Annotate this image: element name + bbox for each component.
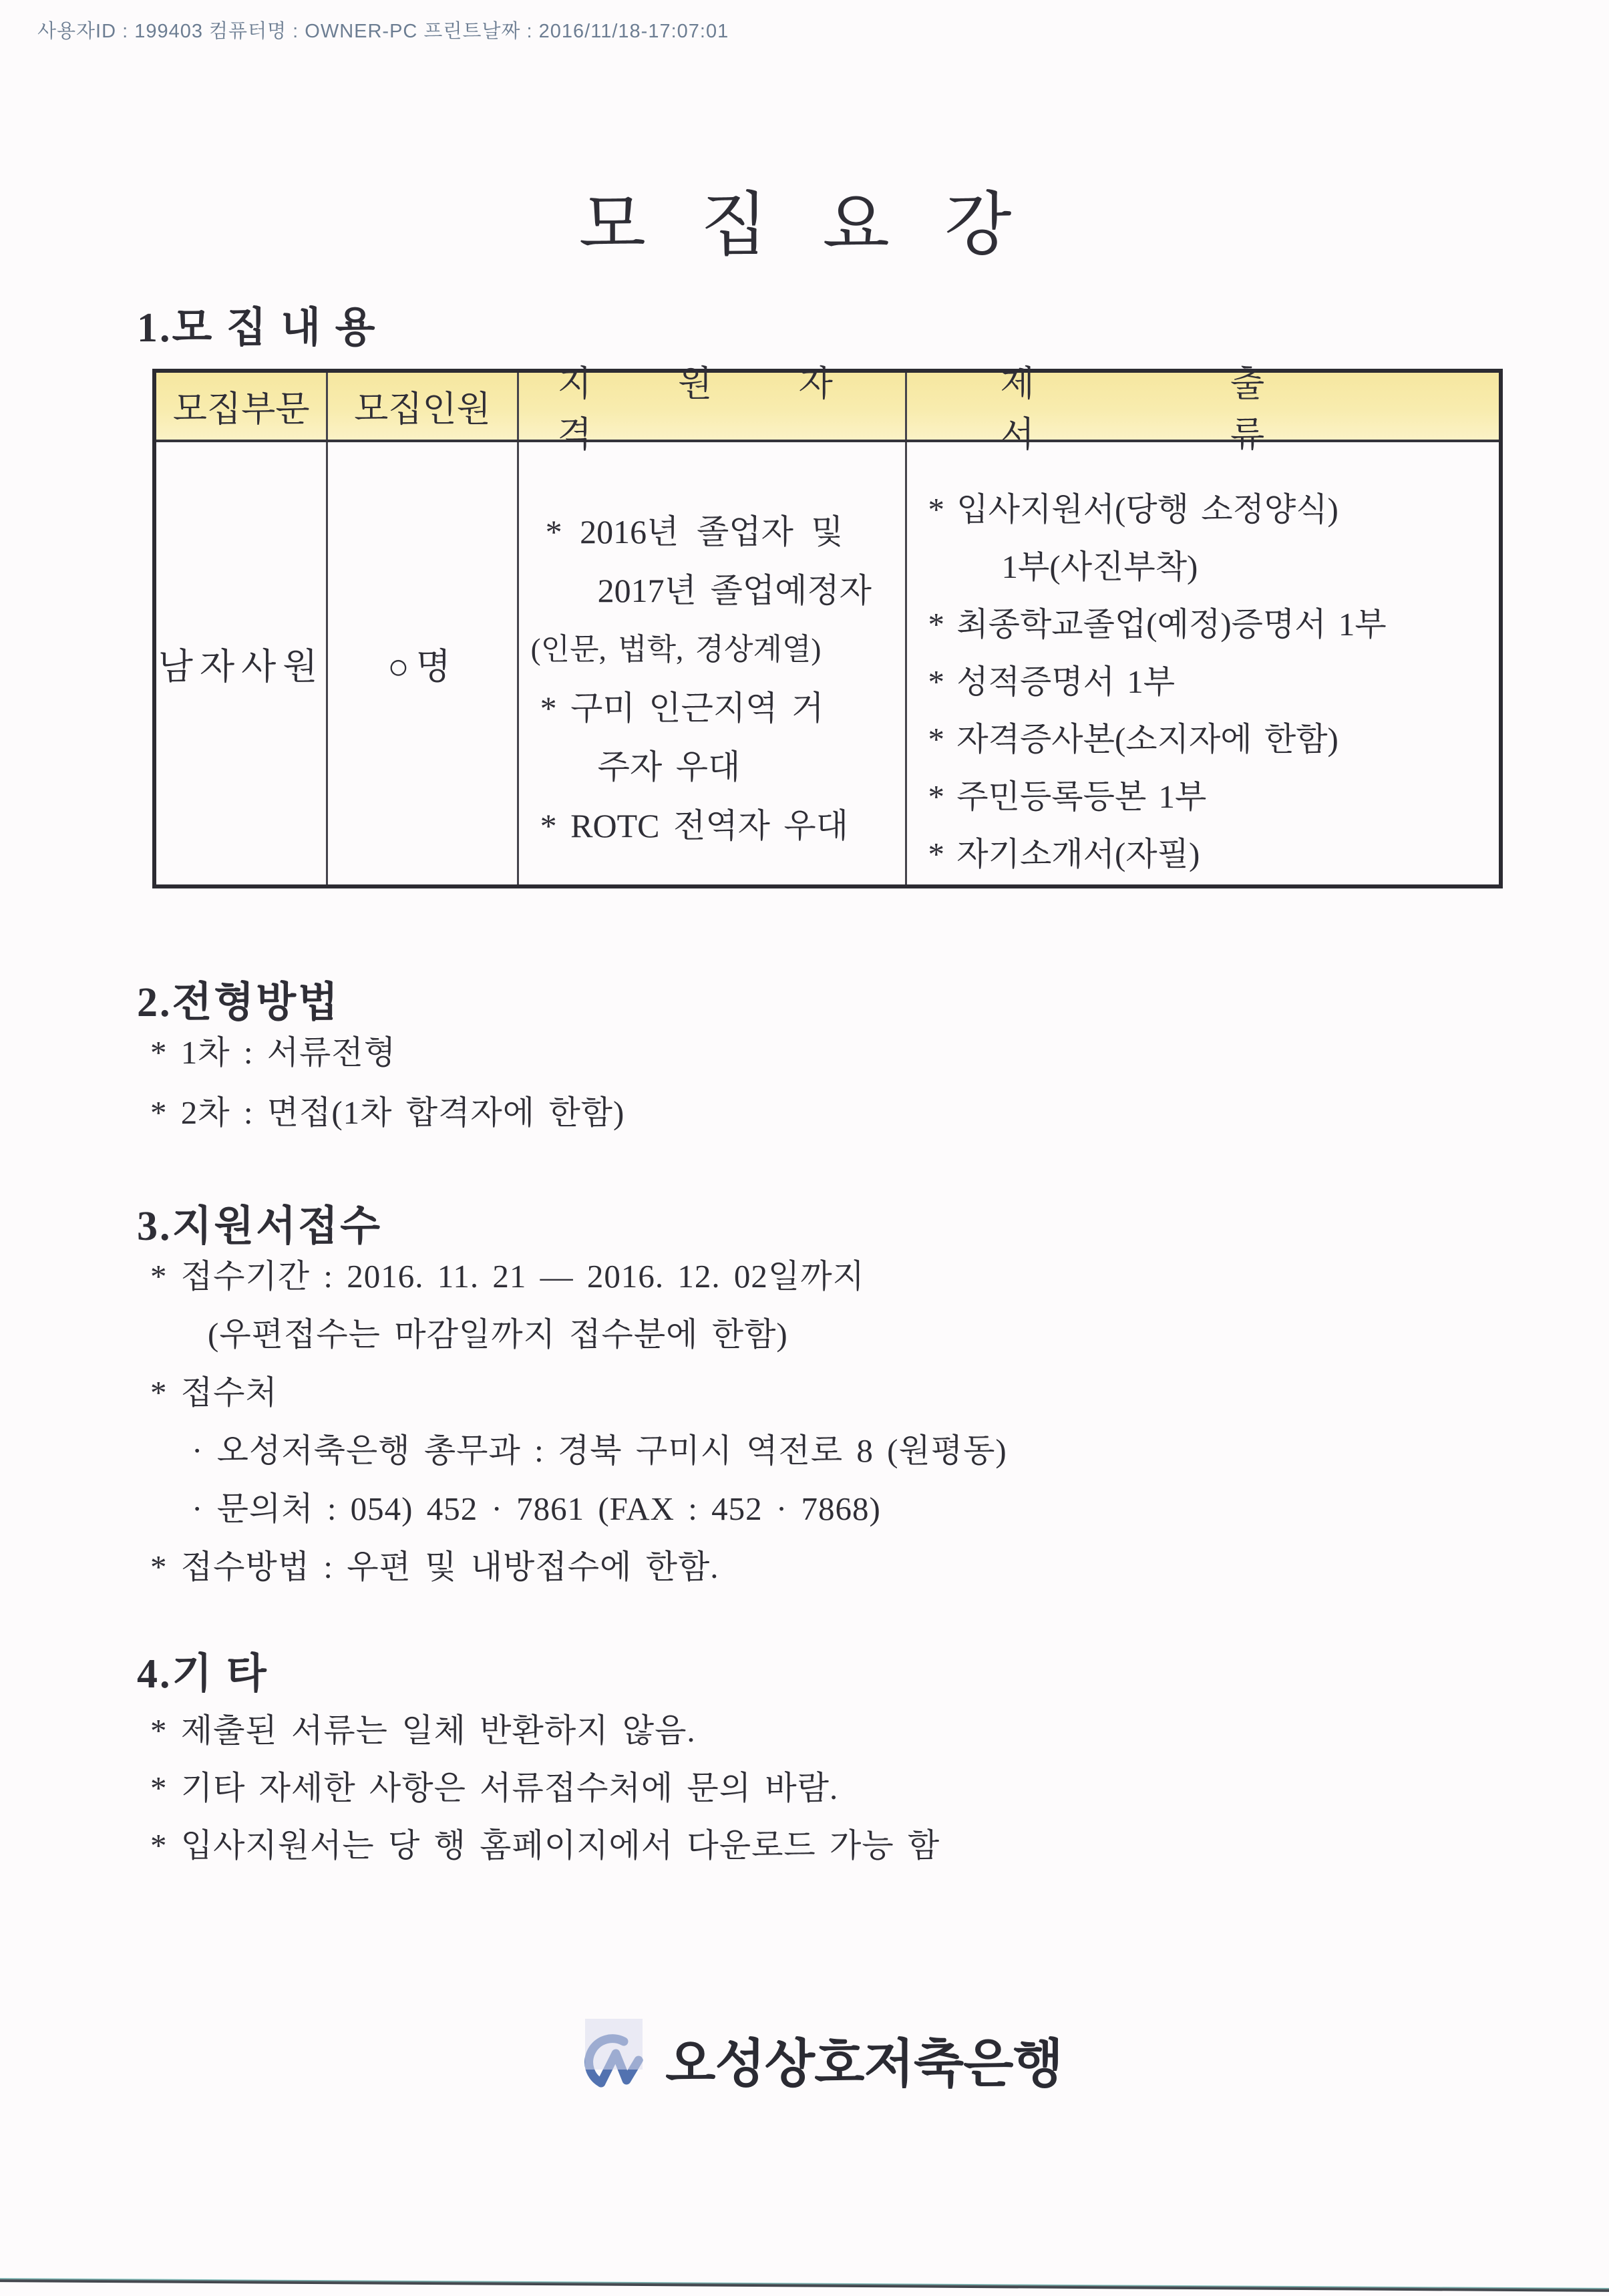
list-item: * 접수처 [150,1374,278,1411]
qualification-line: (인문, 법학, 경상계열) [530,633,822,666]
table-row [156,442,1499,884]
list-item: · 문의처 : 054) 452 · 7861 (FAX : 452 · 7868) [192,1490,881,1527]
qualification-line: 2017년 졸업예정자 [597,572,872,609]
section-heading-etc: 4.기 타 [137,1651,269,1697]
bank-name: 오성상호저축은행 [665,2034,1063,2093]
scan-artifact [585,2019,643,2070]
qualification-line: * ROTC 전역자 우대 [540,807,849,844]
document-line: * 자기소개서(자필) [928,836,1200,872]
list-item: * 1차 : 서류전형 [150,1034,397,1071]
etc-list [150,1702,940,1874]
qualification-line: * 2016년 졸업자 및 [545,513,844,550]
cell-qualifications [519,442,907,884]
document-line: 1부(사진부착) [1001,548,1198,585]
column-header-category: 모집부문 [156,373,328,440]
document-line: * 자격증사본(소지자에 한함) [928,721,1338,758]
document-line: * 입사지원서(당행 소정양식) [928,491,1338,528]
document-line: * 성적증명서 1부 [928,663,1176,700]
print-meta-line: 사용자ID : 199403 컴퓨터명 : OWNER-PC 프린트날짜 : 2016/11/18-17:07:01 [37,21,729,42]
list-item: * 2차 : 면접(1차 합격자에 한함) [150,1094,625,1131]
section-heading-recruitment: 1.모 집 내 용 [137,305,377,351]
recruitment-table [152,365,1503,888]
scan-edge-line [0,2278,1609,2292]
bank-logo [0,2019,1609,2100]
cell-count: ○명 [328,442,518,884]
qualification-line: * 구미 인근지역 거 [540,689,824,727]
bank-logo-icon [566,2019,648,2100]
list-item: * 제출된 서류는 일체 반환하지 않음. [150,1712,696,1749]
list-item: · 오성저축은행 총무과 : 경북 구미시 역전로 8 (원평동) [192,1432,1007,1469]
column-header-documents: 제 출 서 류 [1000,365,1359,454]
list-item: * 접수방법 : 우편 및 내방접수에 한함. [150,1548,719,1585]
document-line: * 주민등록등본 1부 [928,778,1207,815]
list-item: * 접수기간 : 2016. 11. 21 — 2016. 12. 02일까지 [150,1258,865,1295]
application-list [150,1247,1007,1596]
document-line: * 최종학교졸업(예정)증명서 1부 [928,606,1387,643]
section-heading-process: 2.전형방법 [137,980,341,1025]
column-header-qualifications: 지 원 자 격 [519,373,907,440]
column-header-count: 모집인원 [328,373,518,440]
section-heading-application: 3.지원서접수 [137,1204,382,1249]
table-header-row [156,365,1499,454]
cell-documents [907,442,1499,884]
process-list [150,1023,624,1143]
list-item: * 기타 자세한 사항은 서류접수처에 문의 바람. [150,1770,839,1806]
document-title: 모 집 요 강 [578,187,1031,264]
qualification-line: 주자 우대 [597,748,741,786]
list-item: (우편접수는 마감일까지 접수분에 한함) [208,1316,788,1353]
cell-category: 남자사원 [156,442,328,884]
list-item: * 입사지원서는 당 행 홈페이지에서 다운로드 가능 함 [150,1827,940,1864]
